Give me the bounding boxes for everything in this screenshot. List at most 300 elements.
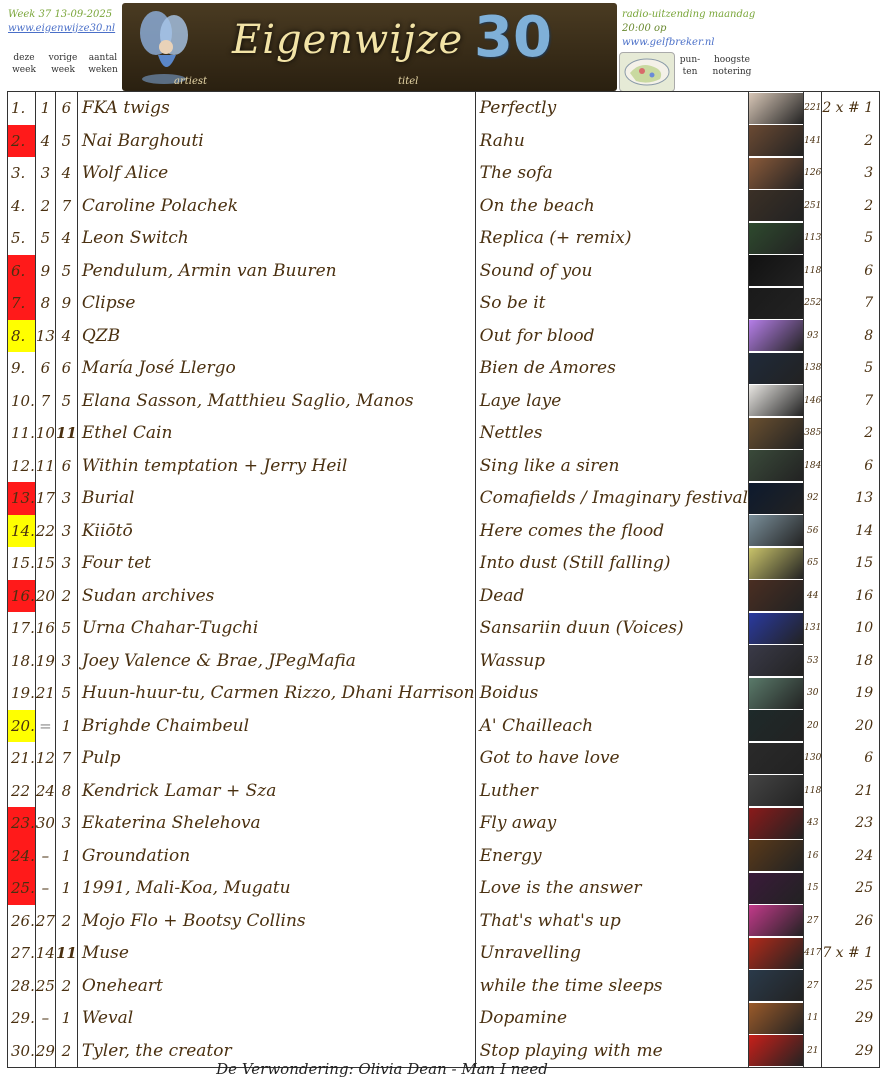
previous-week: 19 (35, 645, 55, 678)
chart-row (8, 92, 880, 125)
chart-row (8, 775, 880, 808)
album-cover-icon (749, 580, 803, 611)
artist-name: Brighde Chaimbeul (77, 710, 475, 743)
previous-week: 15 (35, 547, 55, 580)
points: 21 (804, 1035, 822, 1068)
peak-position: 6 (822, 255, 880, 288)
album-cover-icon (749, 450, 803, 481)
cover-thumbnail (749, 125, 804, 158)
previous-week: 13 (35, 320, 55, 353)
cover-thumbnail (749, 677, 804, 710)
chart-row (8, 515, 880, 548)
cover-thumbnail (749, 840, 804, 873)
album-cover-icon (749, 613, 803, 644)
radio-line: radio-uitzending maandag (622, 9, 756, 20)
position: 6. (8, 255, 36, 288)
album-cover-icon (749, 223, 803, 254)
song-title: Sing like a siren (475, 450, 749, 483)
previous-week: 27 (35, 905, 55, 938)
peak-position: 5 (822, 352, 880, 385)
position: 21. (8, 742, 36, 775)
cover-thumbnail (749, 580, 804, 613)
points: 20 (804, 710, 822, 743)
artist-name: Kendrick Lamar + Sza (77, 775, 475, 808)
cover-thumbnail (749, 417, 804, 450)
chart-row (8, 937, 880, 970)
chart-row (8, 320, 880, 353)
peak-position: 24 (822, 840, 880, 873)
song-title: Perfectly (475, 92, 749, 125)
artist-name: 1991, Mali-Koa, Mugatu (77, 872, 475, 905)
position: 2. (8, 125, 36, 158)
cover-thumbnail (749, 320, 804, 353)
song-title: Nettles (475, 417, 749, 450)
artist-name: Ekaterina Shelehova (77, 807, 475, 840)
label-artist: artiest (174, 76, 208, 87)
cover-thumbnail (749, 287, 804, 320)
label-title: titel (398, 76, 419, 87)
cover-thumbnail (749, 547, 804, 580)
album-cover-icon (749, 353, 803, 384)
position: 5. (8, 222, 36, 255)
song-title: On the beach (475, 190, 749, 223)
previous-week: 7 (35, 385, 55, 418)
artist-name: Leon Switch (77, 222, 475, 255)
peak-position: 2 (822, 125, 880, 158)
song-title: Rahu (475, 125, 749, 158)
banner-title: Eigenwijze (232, 17, 464, 63)
chart-row (8, 970, 880, 1003)
album-cover-icon (749, 743, 803, 774)
previous-week: 29 (35, 1035, 55, 1068)
radio-site-link[interactable]: www.gelfbreker.nl (622, 37, 715, 48)
peak-position: 29 (822, 1002, 880, 1035)
previous-week: 14 (35, 937, 55, 970)
peak-position: 5 (822, 222, 880, 255)
previous-week: 16 (35, 612, 55, 645)
weeks-count: 4 (55, 222, 77, 255)
album-cover-icon (749, 418, 803, 449)
artist-name: Mojo Flo + Bootsy Collins (77, 905, 475, 938)
weeks-count: 5 (55, 255, 77, 288)
album-cover-icon (749, 873, 803, 904)
peak-position: 6 (822, 450, 880, 483)
position: 1. (8, 92, 36, 125)
artist-name: FKA twigs (77, 92, 475, 125)
peak-position: 15 (822, 547, 880, 580)
cover-thumbnail (749, 872, 804, 905)
chart-row (8, 547, 880, 580)
cover-thumbnail (749, 352, 804, 385)
points: 93 (804, 320, 822, 353)
cover-thumbnail (749, 970, 804, 1003)
song-title: Luther (475, 775, 749, 808)
album-cover-icon (749, 93, 803, 124)
weeks-count: 11 (55, 937, 77, 970)
album-cover-icon (749, 255, 803, 286)
points: 126 (804, 157, 822, 190)
position: 26. (8, 905, 36, 938)
header-right (622, 8, 762, 50)
position: 27. (8, 937, 36, 970)
position: 9. (8, 352, 36, 385)
station-logo-icon (619, 52, 675, 92)
artist-name: Tyler, the creator (77, 1035, 475, 1068)
album-cover-icon (749, 905, 803, 936)
album-cover-icon (749, 158, 803, 189)
cover-thumbnail (749, 807, 804, 840)
weeks-count: 9 (55, 287, 77, 320)
previous-week: 5 (35, 222, 55, 255)
artist-name: Huun-huur-tu, Carmen Rizzo, Dhani Harrison (77, 677, 475, 710)
weeks-count: 3 (55, 482, 77, 515)
peak-position: 23 (822, 807, 880, 840)
chart-row (8, 352, 880, 385)
artist-name: Joey Valence & Brae, JPegMafia (77, 645, 475, 678)
weeks-count: 3 (55, 515, 77, 548)
artist-name: Oneheart (77, 970, 475, 1003)
weeks-count: 1 (55, 710, 77, 743)
chart-row (8, 580, 880, 613)
weeks-count: 6 (55, 352, 77, 385)
artist-name: QZB (77, 320, 475, 353)
position: 15. (8, 547, 36, 580)
chart-row (8, 710, 880, 743)
previous-week: 6 (35, 352, 55, 385)
points: 92 (804, 482, 822, 515)
chart-row (8, 840, 880, 873)
col-points: pun- ten (679, 55, 701, 77)
points: 252 (804, 287, 822, 320)
song-title: Sansariin duun (Voices) (475, 612, 749, 645)
position: 14. (8, 515, 36, 548)
peak-position: 2 (822, 190, 880, 223)
cover-thumbnail (749, 775, 804, 808)
peak-position: 18 (822, 645, 880, 678)
chart-row (8, 450, 880, 483)
previous-week: – (35, 840, 55, 873)
position: 18. (8, 645, 36, 678)
artist-name: Ethel Cain (77, 417, 475, 450)
points: 417 (804, 937, 822, 970)
artist-name: Muse (77, 937, 475, 970)
position: 25. (8, 872, 36, 905)
position: 7. (8, 287, 36, 320)
song-title: That's what's up (475, 905, 749, 938)
chart-row (8, 125, 880, 158)
radio-time: 20:00 op (622, 23, 667, 34)
album-cover-icon (749, 483, 803, 514)
weeks-count: 1 (55, 872, 77, 905)
artist-name: Burial (77, 482, 475, 515)
position: 17. (8, 612, 36, 645)
cover-thumbnail (749, 482, 804, 515)
previous-week: 9 (35, 255, 55, 288)
previous-week: = (35, 710, 55, 743)
points: 118 (804, 775, 822, 808)
previous-week: 1 (35, 92, 55, 125)
song-title: Bien de Amores (475, 352, 749, 385)
position: 28. (8, 970, 36, 1003)
weeks-count: 3 (55, 807, 77, 840)
weeks-count: 11 (55, 417, 77, 450)
position: 24. (8, 840, 36, 873)
cover-thumbnail (749, 92, 804, 125)
artist-name: Kiiōtō (77, 515, 475, 548)
previous-week: – (35, 872, 55, 905)
cover-thumbnail (749, 905, 804, 938)
points: 113 (804, 222, 822, 255)
previous-week: 20 (35, 580, 55, 613)
artist-name: Sudan archives (77, 580, 475, 613)
chart-row (8, 872, 880, 905)
peak-position: 6 (822, 742, 880, 775)
peak-position: 14 (822, 515, 880, 548)
chart-row (8, 1002, 880, 1035)
col-prev-week: vorige week (48, 53, 78, 75)
previous-week: 24 (35, 775, 55, 808)
points: 30 (804, 677, 822, 710)
peak-position: 2 x # 1 (822, 92, 880, 125)
chart-table (7, 91, 880, 1068)
points: 141 (804, 125, 822, 158)
weeks-count: 3 (55, 547, 77, 580)
points: 16 (804, 840, 822, 873)
artist-name: Four tet (77, 547, 475, 580)
points: 146 (804, 385, 822, 418)
position: 10. (8, 385, 36, 418)
weeks-count: 3 (55, 645, 77, 678)
previous-week: 2 (35, 190, 55, 223)
cover-thumbnail (749, 937, 804, 970)
weeks-count: 5 (55, 125, 77, 158)
col-weeks: aantal weken (88, 53, 118, 75)
song-title: Out for blood (475, 320, 749, 353)
previous-week: 21 (35, 677, 55, 710)
points: 43 (804, 807, 822, 840)
artist-name: Pendulum, Armin van Buuren (77, 255, 475, 288)
points: 118 (804, 255, 822, 288)
song-title: Laye laye (475, 385, 749, 418)
points: 130 (804, 742, 822, 775)
cover-thumbnail (749, 645, 804, 678)
week-label: Week 37 13-09-2025 (8, 9, 113, 20)
weeks-count: 8 (55, 775, 77, 808)
position: 23. (8, 807, 36, 840)
weeks-count: 1 (55, 1002, 77, 1035)
cover-thumbnail (749, 710, 804, 743)
position: 11. (8, 417, 36, 450)
previous-week: 8 (35, 287, 55, 320)
weeks-count: 5 (55, 385, 77, 418)
cover-thumbnail (749, 742, 804, 775)
artist-name: Caroline Polachek (77, 190, 475, 223)
previous-week: 25 (35, 970, 55, 1003)
artist-name: Clipse (77, 287, 475, 320)
chart-row (8, 287, 880, 320)
artist-name: Groundation (77, 840, 475, 873)
col-this-week: deze week (12, 53, 36, 75)
weeks-count: 7 (55, 742, 77, 775)
points: 53 (804, 645, 822, 678)
song-title: while the time sleeps (475, 970, 749, 1003)
weeks-count: 6 (55, 450, 77, 483)
album-cover-icon (749, 970, 803, 1001)
peak-position: 25 (822, 872, 880, 905)
header-left (8, 8, 120, 36)
position: 19. (8, 677, 36, 710)
weeks-count: 5 (55, 677, 77, 710)
chart-row (8, 385, 880, 418)
chart-row (8, 677, 880, 710)
weeks-count: 2 (55, 970, 77, 1003)
chart-row (8, 482, 880, 515)
points: 138 (804, 352, 822, 385)
peak-position: 7 (822, 287, 880, 320)
peak-position: 16 (822, 580, 880, 613)
points: 65 (804, 547, 822, 580)
chart-row (8, 222, 880, 255)
peak-position: 7 (822, 385, 880, 418)
position: 13. (8, 482, 36, 515)
position: 20. (8, 710, 36, 743)
position: 30. (8, 1035, 36, 1068)
peak-position: 3 (822, 157, 880, 190)
points: 44 (804, 580, 822, 613)
chart-row (8, 157, 880, 190)
artist-name: Wolf Alice (77, 157, 475, 190)
album-cover-icon (749, 1003, 803, 1034)
cover-thumbnail (749, 450, 804, 483)
song-title: Energy (475, 840, 749, 873)
album-cover-icon (749, 808, 803, 839)
cover-thumbnail (749, 222, 804, 255)
previous-week: 22 (35, 515, 55, 548)
peak-position: 19 (822, 677, 880, 710)
points: 56 (804, 515, 822, 548)
points: 221 (804, 92, 822, 125)
banner (122, 3, 617, 91)
cover-thumbnail (749, 190, 804, 223)
previous-week: 12 (35, 742, 55, 775)
album-cover-icon (749, 840, 803, 871)
cover-thumbnail (749, 255, 804, 288)
cover-thumbnail (749, 1002, 804, 1035)
song-title: Here comes the flood (475, 515, 749, 548)
cover-thumbnail (749, 157, 804, 190)
peak-position: 10 (822, 612, 880, 645)
weeks-count: 6 (55, 92, 77, 125)
song-title: Sound of you (475, 255, 749, 288)
points: 27 (804, 970, 822, 1003)
chart-row (8, 645, 880, 678)
position: 16. (8, 580, 36, 613)
points: 184 (804, 450, 822, 483)
peak-position: 26 (822, 905, 880, 938)
chart-row (8, 807, 880, 840)
weeks-count: 4 (55, 320, 77, 353)
weeks-count: 2 (55, 580, 77, 613)
chart-row (8, 905, 880, 938)
song-title: Stop playing with me (475, 1035, 749, 1068)
cover-thumbnail (749, 612, 804, 645)
points: 251 (804, 190, 822, 223)
song-title: Replica (+ remix) (475, 222, 749, 255)
col-peak: hoogste notering (712, 55, 752, 77)
album-cover-icon (749, 125, 803, 156)
artist-name: Nai Barghouti (77, 125, 475, 158)
previous-week: – (35, 1002, 55, 1035)
points: 11 (804, 1002, 822, 1035)
peak-position: 8 (822, 320, 880, 353)
song-title: Unravelling (475, 937, 749, 970)
song-title: So be it (475, 287, 749, 320)
album-cover-icon (749, 515, 803, 546)
cover-thumbnail (749, 385, 804, 418)
position: 3. (8, 157, 36, 190)
chart-row (8, 255, 880, 288)
chart-row (8, 612, 880, 645)
album-cover-icon (749, 645, 803, 676)
peak-position: 2 (822, 417, 880, 450)
previous-week: 11 (35, 450, 55, 483)
song-title: Boidus (475, 677, 749, 710)
previous-week: 30 (35, 807, 55, 840)
peak-position: 21 (822, 775, 880, 808)
album-cover-icon (749, 320, 803, 351)
position: 29. (8, 1002, 36, 1035)
peak-position: 25 (822, 970, 880, 1003)
previous-week: 10 (35, 417, 55, 450)
position: 4. (8, 190, 36, 223)
weeks-count: 2 (55, 905, 77, 938)
artist-name: María José Llergo (77, 352, 475, 385)
album-cover-icon (749, 710, 803, 741)
chart-row (8, 190, 880, 223)
previous-week: 4 (35, 125, 55, 158)
album-cover-icon (749, 190, 803, 221)
album-cover-icon (749, 548, 803, 579)
previous-week: 3 (35, 157, 55, 190)
peak-position: 20 (822, 710, 880, 743)
peak-position: 7 x # 1 (822, 937, 880, 970)
points: 27 (804, 905, 822, 938)
song-title: Love is the answer (475, 872, 749, 905)
album-cover-icon (749, 938, 803, 969)
song-title: Wassup (475, 645, 749, 678)
song-title: Comafields / Imaginary festival (475, 482, 749, 515)
artist-name: Within temptation + Jerry Heil (77, 450, 475, 483)
song-title: The sofa (475, 157, 749, 190)
album-cover-icon (749, 385, 803, 416)
artist-name: Elana Sasson, Matthieu Saglio, Manos (77, 385, 475, 418)
artist-name: Pulp (77, 742, 475, 775)
site-link[interactable]: www.eigenwijze30.nl (8, 23, 116, 34)
fairy-logo-icon (136, 9, 192, 85)
position: 12. (8, 450, 36, 483)
points: 15 (804, 872, 822, 905)
previous-week: 17 (35, 482, 55, 515)
footer-note: De Verwondering: Olivia Dean - Man I need (216, 1060, 548, 1078)
song-title: Fly away (475, 807, 749, 840)
album-cover-icon (749, 288, 803, 319)
position: 22 (8, 775, 36, 808)
song-title: Dopamine (475, 1002, 749, 1035)
album-cover-icon (749, 678, 803, 709)
artist-name: Weval (77, 1002, 475, 1035)
cover-thumbnail (749, 515, 804, 548)
artist-name: Urna Chahar-Tugchi (77, 612, 475, 645)
